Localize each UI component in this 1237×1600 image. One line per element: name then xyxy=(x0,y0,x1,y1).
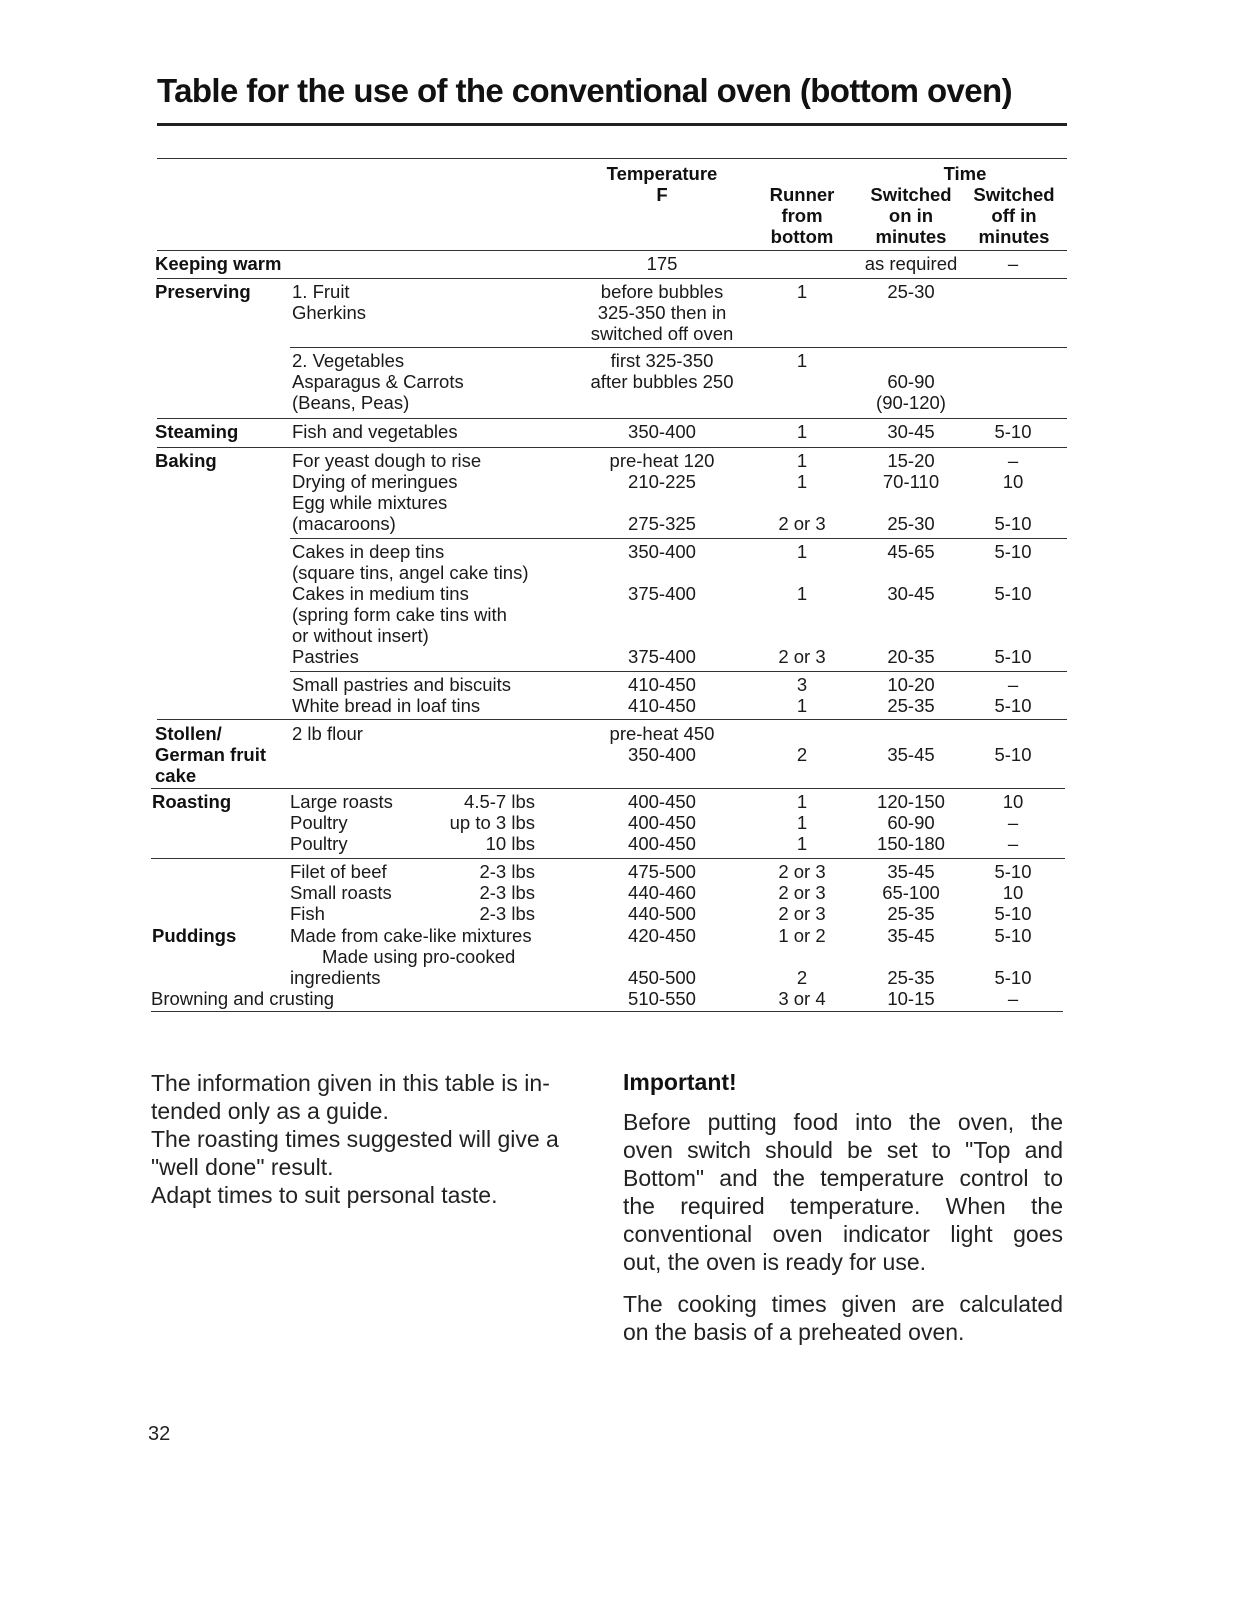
table-row-rule xyxy=(157,719,1067,720)
row-temperature: pre-heat 450 350-400 xyxy=(609,723,715,765)
row-item: 1. Fruit Gherkins xyxy=(292,281,367,323)
header-switched-on: Switched on in minutes xyxy=(870,184,952,247)
row-item: For yeast dough to rise Drying of meringues Egg while mixtures (macaroons) xyxy=(292,450,482,534)
row-temperature: before bubbles 325-350 then in switched off oven xyxy=(590,281,734,344)
row-switched-off: 5-10 10 5-10 xyxy=(994,861,1032,924)
row-temperature: first 325-350 after bubbles 250 xyxy=(590,350,734,392)
row-category: Steaming xyxy=(155,421,239,442)
row-temperature: 350-400 375-400 375-400 xyxy=(628,541,696,667)
row-switched-on: as required xyxy=(864,253,958,274)
table-row-rule xyxy=(157,278,1067,279)
row-category: Baking xyxy=(155,450,217,471)
page-number: 32 xyxy=(148,1423,171,1445)
title-rule xyxy=(157,123,1067,126)
row-item: Filet of beef Small roasts Fish xyxy=(290,861,392,924)
row-switched-off: 5-10 xyxy=(994,421,1032,442)
table-row-rule xyxy=(151,788,1065,789)
table-row-rule xyxy=(290,347,1067,348)
row-switched-off: 5-10 xyxy=(994,744,1032,765)
row-switched-on: 35-45 25-35 xyxy=(887,925,935,988)
row-switched-off: – 5-10 xyxy=(994,674,1032,716)
row-switched-on: 15-20 70-110 25-30 xyxy=(882,450,940,534)
row-item: Browning and crusting xyxy=(151,988,335,1009)
row-category: Preserving xyxy=(155,281,251,302)
row-runner: 3 or 4 xyxy=(778,988,826,1009)
row-item: Cakes in deep tins (square tins, angel cake tins) Cakes in medium tins (spring form cake tins with or without insert) Pastries xyxy=(292,541,529,667)
row-runner: 2 or 3 2 or 3 2 or 3 xyxy=(778,861,826,924)
important-heading: Important! xyxy=(623,1069,737,1095)
row-weight: 4.5-7 lbs up to 3 lbs 10 lbs xyxy=(449,791,535,854)
row-switched-on: 35-45 65-100 25-35 xyxy=(882,861,940,924)
table-bottom-rule xyxy=(151,1011,1063,1012)
row-item: Made from cake-like mixtures Made using pro-cooked ingredients xyxy=(290,925,532,988)
page-title: Table for the use of the conventional oven (bottom oven) xyxy=(157,72,1012,109)
header-time: Time xyxy=(943,163,987,184)
row-switched-off: – 10 5-10 xyxy=(994,450,1032,534)
row-switched-off: 10 – – xyxy=(1002,791,1024,854)
row-switched-off: 5-10 5-10 5-10 xyxy=(994,541,1032,667)
row-item: Fish and vegetables xyxy=(292,421,458,442)
header-runner: Runner from bottom xyxy=(769,184,835,247)
row-temperature: 410-450 410-450 xyxy=(628,674,696,716)
row-temperature: 175 xyxy=(646,253,678,274)
row-category: Puddings xyxy=(152,925,237,946)
row-temperature: 510-550 xyxy=(628,988,696,1009)
row-switched-on: 45-65 30-45 20-35 xyxy=(887,541,935,667)
row-category: Stollen/ German fruit cake xyxy=(155,723,267,786)
row-switched-on: 60-90 (90-120) xyxy=(876,371,946,413)
table-top-rule xyxy=(157,158,1067,159)
row-switched-on: 120-150 60-90 150-180 xyxy=(877,791,945,854)
info-note: The information given in this table is in- tended only as a guide. The roasting times suggested will give a "well done" result. Adapt times to suit personal taste. xyxy=(151,1070,559,1208)
row-temperature: 350-400 xyxy=(628,421,696,442)
row-switched-off: – xyxy=(1007,988,1019,1009)
row-category: Keeping warm xyxy=(155,253,282,274)
row-temperature: pre-heat 120 210-225 275-325 xyxy=(609,450,715,534)
row-runner: 1 1 1 xyxy=(796,791,808,854)
important-paragraph-2: The cooking times given are calculated on the basis of a preheated oven. xyxy=(623,1291,1063,1345)
row-switched-on: 10-20 25-35 xyxy=(887,674,935,716)
row-runner: 1 1 2 or 3 xyxy=(778,541,826,667)
table-row-rule xyxy=(157,418,1067,419)
row-runner: 3 1 xyxy=(796,674,808,716)
row-runner: 1 xyxy=(796,281,808,302)
row-item: 2 lb flour xyxy=(292,723,363,744)
table-row-rule xyxy=(151,858,1065,859)
header-rule xyxy=(157,250,1067,251)
row-runner: 1 1 2 or 3 xyxy=(778,450,826,534)
row-switched-on: 35-45 xyxy=(887,744,935,765)
row-temperature: 400-450 400-450 400-450 xyxy=(628,791,696,854)
row-item: Large roasts Poultry Poultry xyxy=(290,791,393,854)
row-weight: 2-3 lbs 2-3 lbs 2-3 lbs xyxy=(479,861,535,924)
row-runner: 1 xyxy=(796,421,808,442)
table-row-rule xyxy=(290,671,1067,672)
row-switched-off: 5-10 5-10 xyxy=(994,925,1032,988)
row-runner: 1 or 2 2 xyxy=(778,925,826,988)
row-item: 2. Vegetables Asparagus & Carrots (Beans, Peas) xyxy=(292,350,464,413)
row-switched-on: 25-30 xyxy=(887,281,935,302)
row-runner: 1 xyxy=(796,350,808,371)
row-temperature: 420-450 450-500 xyxy=(628,925,696,988)
table-row-rule xyxy=(157,447,1067,448)
header-temperature: Temperature F xyxy=(606,163,718,205)
table-row-rule xyxy=(290,538,1067,539)
row-temperature: 475-500 440-460 440-500 xyxy=(628,861,696,924)
row-item: Small pastries and biscuits White bread in loaf tins xyxy=(292,674,512,716)
row-switched-off: – xyxy=(1007,253,1019,274)
important-paragraph-1: Before putting food into the oven, the oven switch should be set to "Top and Bottom" and the temperature control to the required temperature. When the conventional oven indicator light goes out, the oven is ready for use. xyxy=(623,1109,1063,1275)
header-switched-off: Switched off in minutes xyxy=(973,184,1055,247)
row-switched-on: 10-15 xyxy=(887,988,935,1009)
row-runner: 2 xyxy=(796,744,808,765)
row-switched-on: 30-45 xyxy=(887,421,935,442)
row-category: Roasting xyxy=(152,791,232,812)
